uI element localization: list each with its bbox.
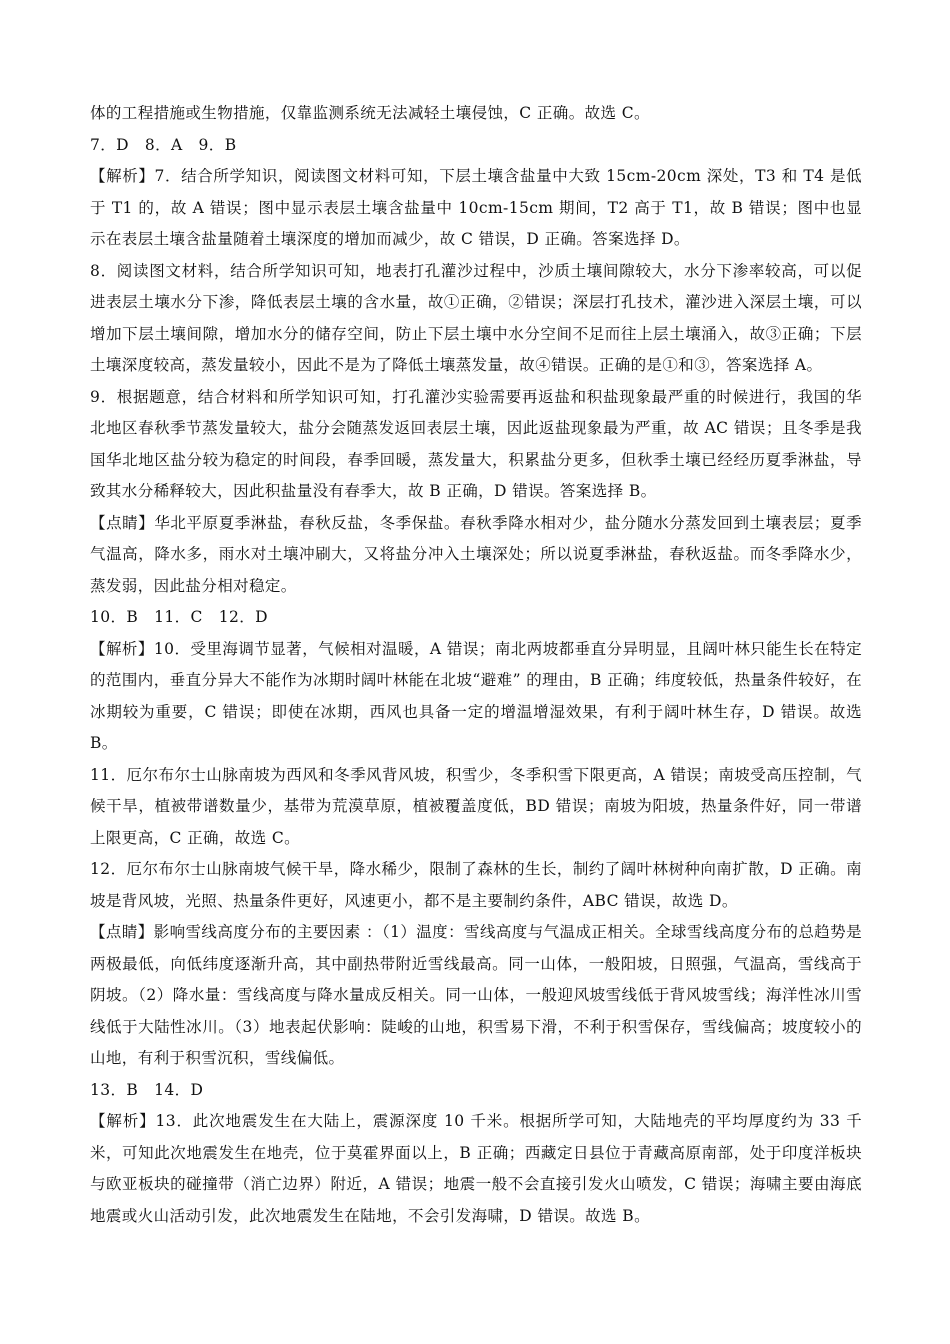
answer-key-q7-q9: 7．D 8．A 9．B: [90, 135, 237, 154]
explanation-q11: 11．厄尔布尔士山脉南坡为西风和冬季风背风坡，积雪少，冬季积雪下限更高，A 错误；南坡受高压控制，气候干旱，植被带谱数量少，基带为荒漠草原，植被覆盖度低，BD 错误；南坡为阳坡，热量条件好，同一带谱上限更高，C 正确，故选 C。: [90, 765, 862, 847]
explanation-q12: 12．厄尔布尔士山脉南坡气候干旱，降水稀少，限制了森林的生长，制约了阔叶林树种向南扩散，D 正确。南坡是背风坡，光照、热量条件更好，风速更小，都不是主要制约条件，ABC 错误，故选 D。: [90, 860, 862, 910]
tip-q10-q12: 【点睛】影响雪线高度分布的主要因素 ：（1）温度：雪线高度与气温成正相关。全球雪线高度分布的总趋势是两极最低，向低纬度逐渐升高，其中副热带附近雪线最高。同一山体，一般阳坡，日照强，气温高，雪线高于阴坡。（2）降水量：雪线高度与降水量成反相关。同一山体，一般迎风坡雪线低于背风坡雪线；海洋性冰川雪线低于大陆性冰川。（3）地表起伏影响：陡峻的山地，积雪易下滑，不利于积雪保存，雪线偏高；坡度较小的山地，有利于积雪沉积，雪线偏低。: [90, 923, 862, 1067]
explanation-q9: 9．根据题意，结合材料和所学知识可知，打孔灌沙实验需要再返盐和积盐现象最严重的时候进行，我国的华北地区春秋季节蒸发量较大，盐分会随蒸发返回表层土壤，因此返盐现象最为严重，故 AC 错误；且冬季是我国华北地区盐分较为稳定的时间段，春季回暖，蒸发量大，积累盐分更多，但秋季土壤已经经历夏季淋盐，导致其水分稀释较大，因此积盐量没有春季大，故 B 正确，D 错误。答案选择 B。: [90, 387, 862, 500]
explanation-q10: 【解析】10．受里海调节显著，气候相对温暖，A 错误；南北两坡都垂直分异明显，且阔叶林只能生长在特定的范围内，垂直分异大不能作为冰期时阔叶林能在北坡“避难” 的理由，B 正确；纬度较低，热量条件较好，在冰期较为重要，C 错误；即使在冰期，西风也具备一定的增温增湿效果，有利于阔叶林生存，D 错误。故选 B。: [90, 639, 862, 752]
explanation-q8: 8．阅读图文材料，结合所学知识可知，地表打孔灌沙过程中，沙质土壤间隙较大，水分下渗率较高，可以促进表层土壤水分下渗，降低表层土壤的含水量，故①正确，②错误；深层打孔技术，灌沙进入深层土壤，可以增加下层土壤间隙，增加水分的储存空间，防止下层土壤中水分空间不足而往上层土壤涌入，故③正确；下层土壤深度较高，蒸发量较小，因此不是为了降低土壤蒸发量，故④错误。正确的是①和③，答案选择 A。: [90, 261, 862, 374]
document-page: [90, 98, 862, 1232]
explanation-q13: 【解析】13．此次地震发生在大陆上，震源深度 10 千米。根据所学可知，大陆地壳的平均厚度约为 33 千米，可知此次地震发生在地壳，位于莫霍界面以上，B 正确；西藏定日县位于青藏高原南部，处于印度洋板块与欧亚板块的碰撞带（消亡边界）附近，A 错误；地震一般不会直接引发火山喷发，C 错误；海啸主要由海底地震或火山活动引发，此次地震发生在陆地，不会引发海啸，D 错误。故选 B。: [90, 1112, 862, 1225]
tip-q7-q9: 【点睛】华北平原夏季淋盐，春秋反盐，冬季保盐。春秋季降水相对少，盐分随水分蒸发回到土壤表层；夏季气温高，降水多，雨水对土壤冲刷大，又将盐分冲入土壤深处；所以说夏季淋盐，春秋返盐。而冬季降水少，蒸发弱，因此盐分相对稳定。: [90, 513, 862, 595]
answer-key-q10-q12: 10．B 11．C 12．D: [90, 608, 268, 626]
explanation-q7: 【解析】7．结合所学知识，阅读图文材料可知，下层土壤含盐量中大致 15cm-20cm 深处，T3 和 T4 是低于 T1 的，故 A 错误；图中显示表层土壤含盐量中 10cm-15cm 期间，T2 高于 T1，故 B 错误；图中也显示在表层土壤含盐量随着土壤深度的增加而减少，故 C 错误，D 正确。答案选择 D。: [90, 167, 862, 248]
explanation-q6-continued: 体的工程措施或生物措施，仅靠监测系统无法减轻土壤侵蚀，C 正确。故选 C。: [90, 104, 650, 122]
answer-key-q13-q14: 13．B 14．D: [90, 1080, 204, 1099]
